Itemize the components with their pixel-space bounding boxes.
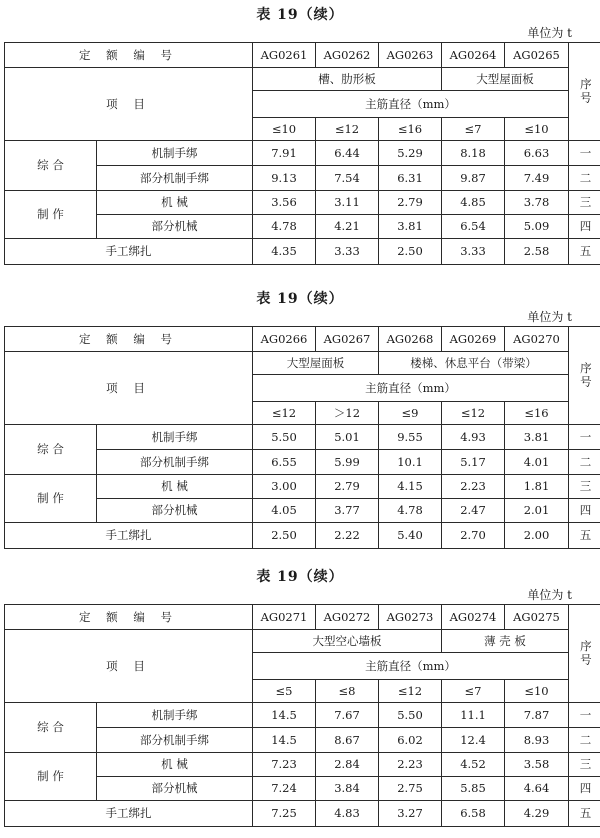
quota-value: 2.00 bbox=[505, 523, 569, 549]
quota-value: 14.5 bbox=[253, 703, 316, 728]
row-label: 手工绑扎 bbox=[5, 801, 253, 827]
quota-value: 4.85 bbox=[442, 191, 505, 215]
quota-value: 8.67 bbox=[316, 728, 379, 753]
quota-value: 5.85 bbox=[442, 777, 505, 801]
quota-value: 5.50 bbox=[379, 703, 442, 728]
quota-code: AG0271 bbox=[253, 605, 316, 630]
quota-value: 4.35 bbox=[253, 239, 316, 265]
quota-code: AG0266 bbox=[253, 327, 316, 352]
table-row bbox=[5, 703, 600, 728]
category-combined: 综 合 bbox=[5, 425, 97, 475]
table-row bbox=[5, 801, 600, 827]
quota-value: 7.54 bbox=[316, 166, 379, 191]
quota-value: 5.09 bbox=[505, 215, 569, 239]
table-row bbox=[5, 475, 600, 499]
quota-value: 7.25 bbox=[253, 801, 316, 827]
quota-value: 4.21 bbox=[316, 215, 379, 239]
diameter-value: ≤12 bbox=[442, 402, 505, 425]
row-label: 部分机械 bbox=[97, 499, 253, 523]
seq-number: 二 bbox=[569, 166, 600, 191]
row-label: 机制手绑 bbox=[97, 703, 253, 728]
category-fabrication: 制 作 bbox=[5, 753, 97, 801]
diameter-value: ＞12 bbox=[316, 402, 379, 425]
seq-number: 二 bbox=[569, 728, 600, 753]
quota-code: AG0265 bbox=[505, 43, 569, 68]
item-header: 项 目 bbox=[5, 352, 253, 425]
quota-value: 4.52 bbox=[442, 753, 505, 777]
category-fabrication: 制 作 bbox=[5, 191, 97, 239]
quota-value: 14.5 bbox=[253, 728, 316, 753]
diameter-value: ≤7 bbox=[442, 680, 505, 703]
component-group: 槽、肋形板 bbox=[253, 68, 442, 91]
table-row bbox=[5, 327, 600, 352]
quota-value: 5.01 bbox=[316, 425, 379, 450]
table-row bbox=[5, 43, 600, 68]
quota-value: 5.40 bbox=[379, 523, 442, 549]
quota-value: 2.50 bbox=[379, 239, 442, 265]
quota-code-header: 定 额 编 号 bbox=[5, 605, 253, 630]
quota-value: 5.99 bbox=[316, 450, 379, 475]
quota-value: 6.44 bbox=[316, 141, 379, 166]
category-fabrication: 制 作 bbox=[5, 475, 97, 523]
row-label: 机制手绑 bbox=[97, 141, 253, 166]
category-combined: 综 合 bbox=[5, 141, 97, 191]
seq-number: 四 bbox=[569, 215, 600, 239]
quota-code: AG0261 bbox=[253, 43, 316, 68]
quota-value: 6.55 bbox=[253, 450, 316, 475]
unit-label: 单位为 t bbox=[527, 588, 572, 602]
quota-value: 8.18 bbox=[442, 141, 505, 166]
row-label: 机 械 bbox=[97, 475, 253, 499]
component-group: 薄 壳 板 bbox=[442, 630, 569, 653]
quota-table bbox=[4, 42, 600, 265]
quota-value: 7.67 bbox=[316, 703, 379, 728]
quota-code: AG0262 bbox=[316, 43, 379, 68]
seq-number: 一 bbox=[569, 141, 600, 166]
table-row bbox=[5, 425, 600, 450]
quota-value: 3.33 bbox=[316, 239, 379, 265]
component-group: 大型屋面板 bbox=[442, 68, 569, 91]
table-row bbox=[5, 523, 600, 549]
quota-value: 2.23 bbox=[442, 475, 505, 499]
quota-code: AG0274 bbox=[442, 605, 505, 630]
row-label: 部分机制手绑 bbox=[97, 450, 253, 475]
quota-value: 3.84 bbox=[316, 777, 379, 801]
diameter-value: ≤10 bbox=[505, 680, 569, 703]
seq-number: 三 bbox=[569, 475, 600, 499]
diameter-value: ≤12 bbox=[253, 402, 316, 425]
quota-value: 5.17 bbox=[442, 450, 505, 475]
quota-value: 2.79 bbox=[316, 475, 379, 499]
quota-value: 7.23 bbox=[253, 753, 316, 777]
quota-value: 8.93 bbox=[505, 728, 569, 753]
diameter-value: ≤5 bbox=[253, 680, 316, 703]
quota-value: 10.1 bbox=[379, 450, 442, 475]
quota-value: 7.24 bbox=[253, 777, 316, 801]
quota-code: AG0272 bbox=[316, 605, 379, 630]
quota-value: 2.84 bbox=[316, 753, 379, 777]
quota-code: AG0269 bbox=[442, 327, 505, 352]
quota-value: 4.64 bbox=[505, 777, 569, 801]
quota-code: AG0267 bbox=[316, 327, 379, 352]
diameter-value: ≤12 bbox=[379, 680, 442, 703]
quota-value: 3.11 bbox=[316, 191, 379, 215]
quota-value: 3.81 bbox=[505, 425, 569, 450]
seq-number: 四 bbox=[569, 499, 600, 523]
quota-table bbox=[4, 604, 600, 827]
diameter-value: ≤16 bbox=[505, 402, 569, 425]
table-row bbox=[5, 239, 600, 265]
item-header: 项 目 bbox=[5, 630, 253, 703]
row-label: 机制手绑 bbox=[97, 425, 253, 450]
table-title: 表 19（续） bbox=[256, 7, 344, 23]
seq-number: 三 bbox=[569, 191, 600, 215]
table-row bbox=[5, 630, 600, 653]
quota-value: 1.81 bbox=[505, 475, 569, 499]
seq-number: 三 bbox=[569, 753, 600, 777]
quota-value: 3.27 bbox=[379, 801, 442, 827]
row-label: 部分机制手绑 bbox=[97, 728, 253, 753]
seq-number: 五 bbox=[569, 239, 600, 265]
seq-header: 序号 bbox=[569, 327, 600, 425]
component-group: 楼梯、休息平台（带梁） bbox=[379, 352, 569, 375]
table-row bbox=[5, 753, 600, 777]
quota-value: 4.78 bbox=[379, 499, 442, 523]
row-label: 手工绑扎 bbox=[5, 239, 253, 265]
diameter-value: ≤16 bbox=[379, 118, 442, 141]
diameter-value: ≤12 bbox=[316, 118, 379, 141]
quota-code: AG0263 bbox=[379, 43, 442, 68]
quota-value: 3.58 bbox=[505, 753, 569, 777]
unit-label: 单位为 t bbox=[527, 310, 572, 324]
diameter-header: 主筋直径（mm） bbox=[253, 375, 569, 402]
seq-number: 一 bbox=[569, 703, 600, 728]
row-label: 部分机制手绑 bbox=[97, 166, 253, 191]
row-label: 机 械 bbox=[97, 191, 253, 215]
table-row bbox=[5, 191, 600, 215]
quota-value: 5.29 bbox=[379, 141, 442, 166]
quota-value: 3.78 bbox=[505, 191, 569, 215]
quota-value: 12.4 bbox=[442, 728, 505, 753]
quota-value: 2.47 bbox=[442, 499, 505, 523]
quota-value: 2.70 bbox=[442, 523, 505, 549]
seq-number: 五 bbox=[569, 523, 600, 549]
quota-value: 9.13 bbox=[253, 166, 316, 191]
component-group: 大型屋面板 bbox=[253, 352, 379, 375]
quota-value: 4.29 bbox=[505, 801, 569, 827]
quota-value: 5.50 bbox=[253, 425, 316, 450]
quota-value: 4.78 bbox=[253, 215, 316, 239]
quota-value: 11.1 bbox=[442, 703, 505, 728]
quota-value: 9.87 bbox=[442, 166, 505, 191]
unit-label: 单位为 t bbox=[527, 26, 572, 40]
seq-number: 二 bbox=[569, 450, 600, 475]
quota-value: 7.49 bbox=[505, 166, 569, 191]
quota-value: 6.31 bbox=[379, 166, 442, 191]
seq-number: 四 bbox=[569, 777, 600, 801]
quota-value: 2.23 bbox=[379, 753, 442, 777]
quota-code-header: 定 额 编 号 bbox=[5, 43, 253, 68]
quota-value: 4.05 bbox=[253, 499, 316, 523]
diameter-value: ≤10 bbox=[253, 118, 316, 141]
diameter-header: 主筋直径（mm） bbox=[253, 91, 569, 118]
quota-code: AG0273 bbox=[379, 605, 442, 630]
diameter-value: ≤8 bbox=[316, 680, 379, 703]
quota-value: 2.79 bbox=[379, 191, 442, 215]
quota-value: 4.15 bbox=[379, 475, 442, 499]
quota-table bbox=[4, 326, 600, 549]
diameter-value: ≤10 bbox=[505, 118, 569, 141]
quota-value: 3.33 bbox=[442, 239, 505, 265]
diameter-value: ≤7 bbox=[442, 118, 505, 141]
item-header: 项 目 bbox=[5, 68, 253, 141]
table-row bbox=[5, 68, 600, 91]
quota-code: AG0264 bbox=[442, 43, 505, 68]
quota-code-header: 定 额 编 号 bbox=[5, 327, 253, 352]
quota-value: 3.81 bbox=[379, 215, 442, 239]
quota-code: AG0268 bbox=[379, 327, 442, 352]
quota-value: 3.00 bbox=[253, 475, 316, 499]
row-label: 机 械 bbox=[97, 753, 253, 777]
quota-value: 3.56 bbox=[253, 191, 316, 215]
row-label: 部分机械 bbox=[97, 215, 253, 239]
row-label: 部分机械 bbox=[97, 777, 253, 801]
table-title: 表 19（续） bbox=[256, 291, 344, 307]
quota-value: 4.83 bbox=[316, 801, 379, 827]
quota-code: AG0275 bbox=[505, 605, 569, 630]
quota-value: 9.55 bbox=[379, 425, 442, 450]
table-row bbox=[5, 141, 600, 166]
quota-value: 4.93 bbox=[442, 425, 505, 450]
quota-value: 4.01 bbox=[505, 450, 569, 475]
quota-value: 2.22 bbox=[316, 523, 379, 549]
quota-value: 7.91 bbox=[253, 141, 316, 166]
seq-number: 一 bbox=[569, 425, 600, 450]
table-row bbox=[5, 605, 600, 630]
seq-header: 序号 bbox=[569, 43, 600, 141]
category-combined: 综 合 bbox=[5, 703, 97, 753]
quota-value: 2.50 bbox=[253, 523, 316, 549]
quota-value: 2.01 bbox=[505, 499, 569, 523]
quota-value: 6.02 bbox=[379, 728, 442, 753]
seq-header: 序号 bbox=[569, 605, 600, 703]
row-label: 手工绑扎 bbox=[5, 523, 253, 549]
table-row bbox=[5, 352, 600, 375]
quota-value: 3.77 bbox=[316, 499, 379, 523]
quota-value: 2.58 bbox=[505, 239, 569, 265]
quota-value: 6.54 bbox=[442, 215, 505, 239]
diameter-value: ≤9 bbox=[379, 402, 442, 425]
quota-value: 6.58 bbox=[442, 801, 505, 827]
diameter-header: 主筋直径（mm） bbox=[253, 653, 569, 680]
component-group: 大型空心墙板 bbox=[253, 630, 442, 653]
quota-code: AG0270 bbox=[505, 327, 569, 352]
seq-number: 五 bbox=[569, 801, 600, 827]
quota-value: 6.63 bbox=[505, 141, 569, 166]
quota-value: 7.87 bbox=[505, 703, 569, 728]
quota-value: 2.75 bbox=[379, 777, 442, 801]
table-title: 表 19（续） bbox=[256, 569, 344, 585]
